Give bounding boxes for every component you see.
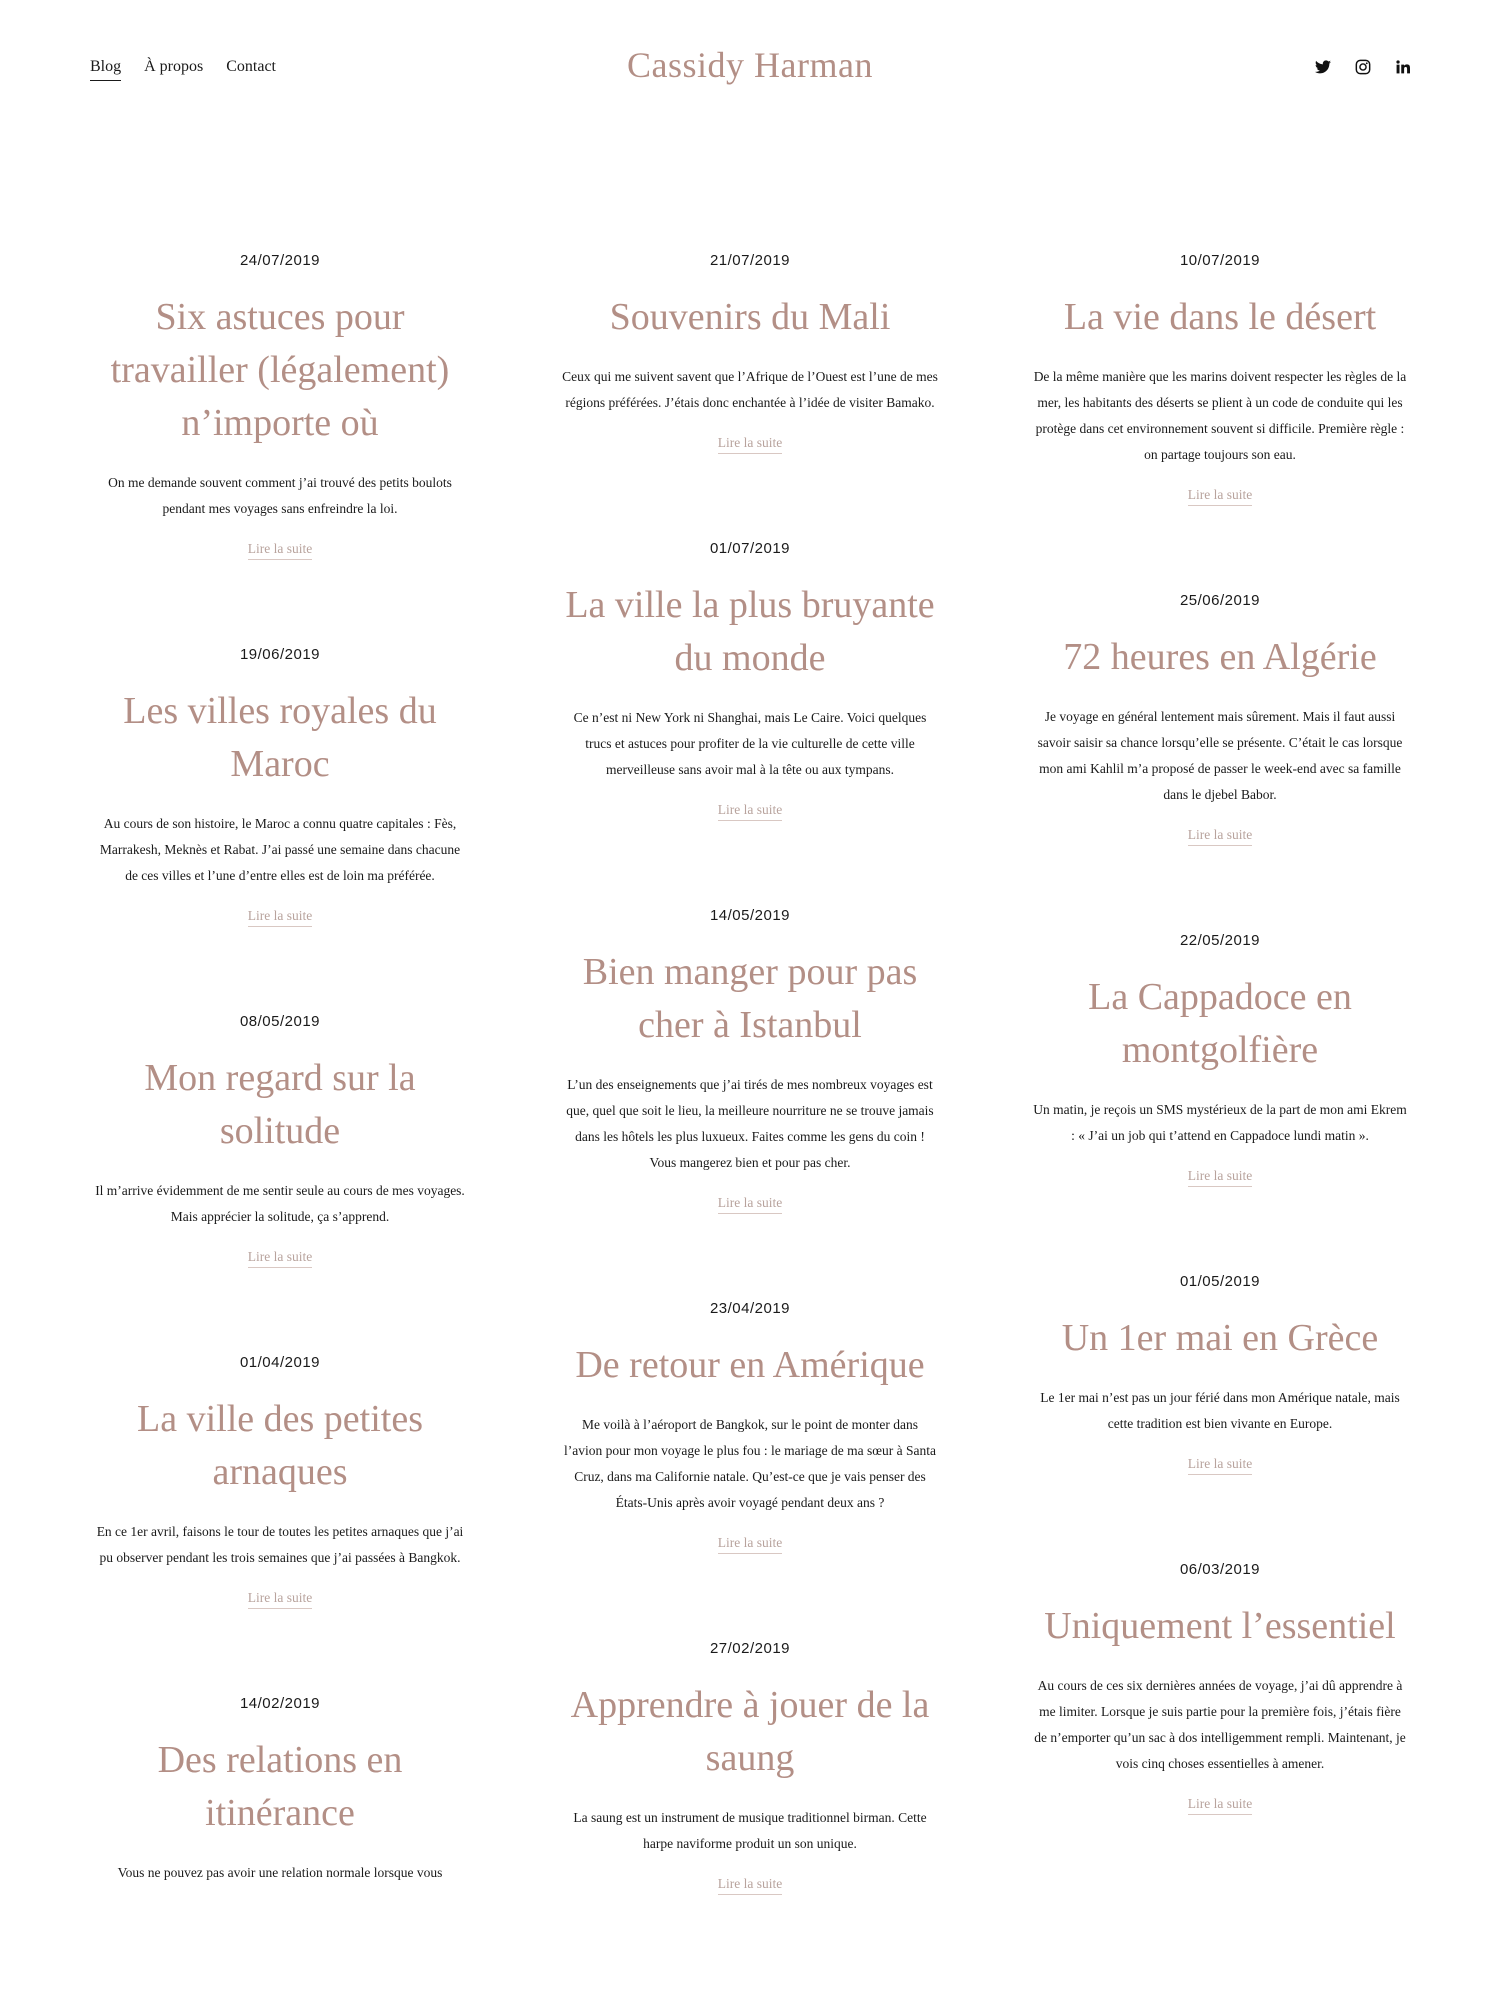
post-card [1030,252,1410,506]
post-title[interactable]: De retour en Amérique [575,1344,925,1386]
nav-about[interactable]: À propos [144,58,204,75]
read-more-link[interactable]: Lire la suite [718,1195,782,1214]
post-date: 25/06/2019 [1179,592,1261,609]
post-card [1030,1273,1410,1475]
post-card [560,540,940,821]
post-title[interactable]: Six astuces pour travailler (légalement) n’importe où [110,296,450,444]
post-excerpt: Un matin, je reçois un SMS mystérieux de la part de mon ami Ekrem : « J’ai un job qui t’attend en Cappadoce lundi matin ». [1033,1102,1407,1143]
post-date: 06/03/2019 [1179,1561,1261,1578]
read-more-link[interactable]: Lire la suite [248,541,312,560]
post-excerpt: On me demande souvent comment j’ai trouvé des petits boulots pendant mes voyages sans enfreindre la loi. [108,475,452,516]
post-card [560,1640,940,1895]
post-date: 24/07/2019 [239,252,321,269]
nav-blog[interactable]: Blog [90,58,121,81]
post-excerpt: De la même manière que les marins doivent respecter les règles de la mer, les habitants des déserts se plient à un code de conduite qui les protège dans cet environnement souvent si difficile. Première règle : on partage toujours son eau. [1033,369,1407,462]
post-excerpt: Je voyage en général lentement mais sûrement. Mais il faut aussi savoir saisir sa chance lorsqu’elle se présente. C’était le cas lorsque mon ami Kahlil m’a proposé de passer le week-end avec sa famille dans le djebel Babor. [1037,709,1403,802]
post-date: 14/05/2019 [709,907,791,924]
post-date: 14/02/2019 [239,1695,321,1712]
instagram-icon[interactable] [1354,58,1372,76]
read-more-link[interactable]: Lire la suite [248,1590,312,1609]
post-card [560,252,940,454]
post-card [560,1300,940,1554]
social-links [1314,58,1412,76]
post-card [1030,932,1410,1187]
read-more-link[interactable]: Lire la suite [718,1876,782,1895]
post-title[interactable]: Apprendre à jouer de la saung [570,1684,930,1779]
post-excerpt: En ce 1er avril, faisons le tour de toutes les petites arnaques que j’ai pu observer pendant les trois semaines que j’ai passées à Bangkok. [96,1524,464,1565]
post-column [560,252,940,1904]
read-more-link[interactable]: Lire la suite [1188,487,1252,506]
post-excerpt: Au cours de son histoire, le Maroc a connu quatre capitales : Fès, Marrakesh, Meknès et Rabat. J’ai passé une semaine dans chacune de ces villes et l’une d’entre elles est de loin ma préférée. [99,816,461,883]
post-column [90,252,470,1904]
read-more-link[interactable]: Lire la suite [1188,1456,1252,1475]
post-date: 01/05/2019 [1179,1273,1261,1290]
post-excerpt: Il m’arrive évidemment de me sentir seule au cours de mes voyages. Mais apprécier la solitude, ça s’apprend. [95,1183,465,1224]
post-excerpt: La saung est un instrument de musique traditionnel birman. Cette harpe naviforme produit un son unique. [573,1810,927,1851]
read-more-link[interactable]: Lire la suite [1188,1796,1252,1815]
read-more-link[interactable]: Lire la suite [248,908,312,927]
post-grid [90,240,1410,1904]
post-title[interactable]: Bien manger pour pas cher à Istanbul [582,951,918,1046]
post-excerpt: Me voilà à l’aéroport de Bangkok, sur le point de monter dans l’avion pour mon voyage le plus fou : le mariage de ma sœur à Santa Cruz, dans ma Californie natale. Qu’est-ce que je vais penser des États-Unis après avoir voyagé pendant deux ans ? [564,1417,936,1510]
nav-contact[interactable]: Contact [226,58,276,75]
post-date: 10/07/2019 [1179,252,1261,269]
post-date: 23/04/2019 [709,1300,791,1317]
post-title[interactable]: Uniquement l’essentiel [1044,1605,1396,1647]
read-more-link[interactable]: Lire la suite [248,1249,312,1268]
post-card [90,252,470,560]
post-title[interactable]: La vie dans le désert [1063,296,1377,338]
read-more-link[interactable]: Lire la suite [1188,827,1252,846]
post-date: 21/07/2019 [709,252,791,269]
twitter-icon[interactable] [1314,58,1332,76]
post-excerpt: L’un des enseignements que j’ai tirés de mes nombreux voyages est que, quel que soit le lieu, la meilleure nourriture ne se trouve jamais dans les hôtels les plus luxueux. Faites comme les gens du coin ! Vous mangerez bien et pour pas cher. [566,1077,934,1170]
post-date: 01/04/2019 [239,1354,321,1371]
post-date: 27/02/2019 [709,1640,791,1657]
post-title[interactable]: 72 heures en Algérie [1063,636,1377,678]
post-excerpt: Ceux qui me suivent savent que l’Afrique de l’Ouest est l’une de mes régions préférées. J’étais donc enchantée à l’idée de visiter Bamako. [562,369,938,410]
post-title[interactable]: Mon regard sur la solitude [144,1057,416,1152]
read-more-link[interactable]: Lire la suite [1188,1168,1252,1187]
post-excerpt: Au cours de ces six dernières années de voyage, j’ai dû apprendre à me limiter. Lorsque je suis partie pour la première fois, j’étais fière de n’emporter qu’un sac à dos intelligemment rempli. Maintenant, je vois cinq choses essentielles à amener. [1034,1678,1406,1771]
post-card [90,1013,470,1268]
post-title[interactable]: Un 1er mai en Grèce [1061,1317,1379,1359]
post-title[interactable]: Des relations en itinérance [157,1739,403,1834]
post-title[interactable]: Les villes royales du Maroc [123,690,437,785]
post-title[interactable]: La ville des petites arnaques [137,1398,423,1493]
post-card [1030,1561,1410,1815]
read-more-link[interactable]: Lire la suite [718,802,782,821]
site-header [0,0,1500,140]
site-title[interactable]: Cassidy Harman [627,45,873,85]
post-card [560,907,940,1214]
post-excerpt: Ce n’est ni New York ni Shanghai, mais Le Caire. Voici quelques trucs et astuces pour profiter de la vie culturelle de cette ville merveilleuse sans avoir mal à la tête ou aux tympans. [573,710,927,777]
post-card [90,646,470,927]
post-excerpt: Le 1er mai n’est pas un jour férié dans mon Amérique natale, mais cette tradition est bien vivante en Europe. [1040,1390,1400,1431]
read-more-link[interactable]: Lire la suite [718,1535,782,1554]
post-card [90,1354,470,1609]
post-excerpt: Vous ne pouvez pas avoir une relation normale lorsque vous [117,1865,443,1880]
post-card [90,1695,470,1904]
post-date: 01/07/2019 [709,540,791,557]
read-more-link[interactable]: Lire la suite [718,435,782,454]
linkedin-icon[interactable] [1394,58,1412,76]
post-column [1030,252,1410,1904]
post-title[interactable]: La ville la plus bruyante du monde [565,584,935,679]
post-date: 08/05/2019 [239,1013,321,1030]
post-title[interactable]: Souvenirs du Mali [609,296,891,338]
post-date: 19/06/2019 [239,646,321,663]
post-title[interactable]: La Cappadoce en montgolfière [1088,976,1352,1071]
post-date: 22/05/2019 [1179,932,1261,949]
post-card [1030,592,1410,846]
